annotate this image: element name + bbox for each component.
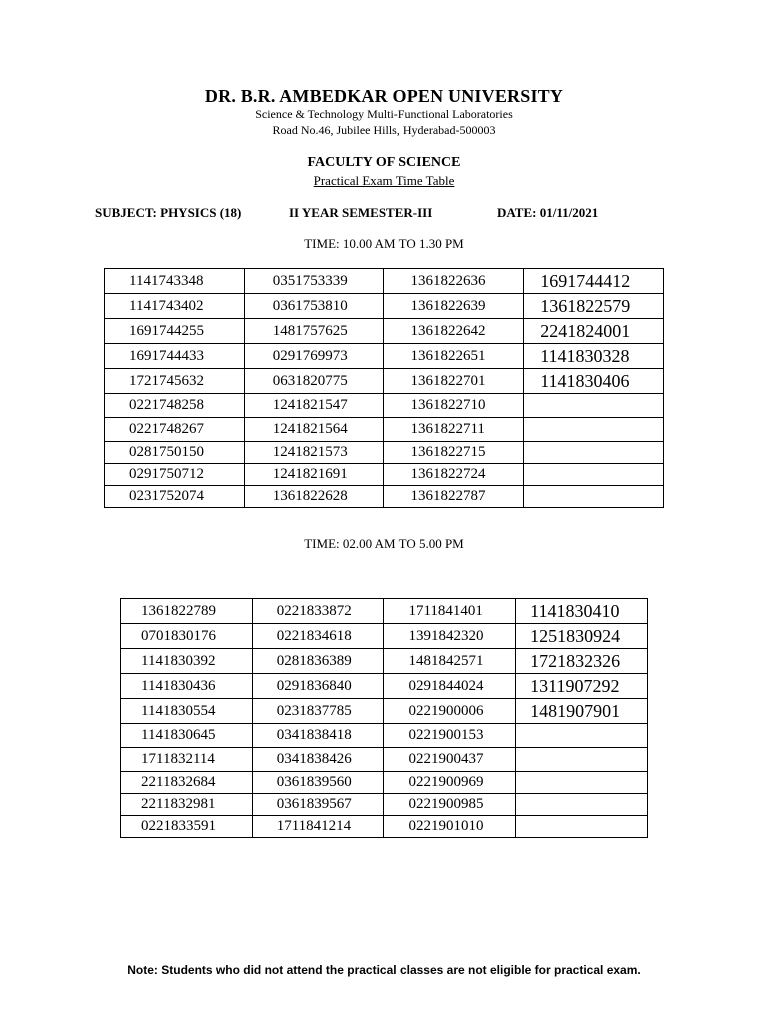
hall-ticket-number: 2211832684 bbox=[121, 772, 253, 794]
hall-ticket-number: 0281750150 bbox=[105, 442, 245, 464]
table-row bbox=[105, 369, 664, 394]
hall-ticket-number: 1711841214 bbox=[252, 816, 384, 838]
hall-ticket-number: 2241824001 bbox=[524, 319, 664, 344]
hall-ticket-number: 1361822711 bbox=[384, 418, 524, 442]
table-row bbox=[105, 418, 664, 442]
hall-ticket-number: 0701830176 bbox=[121, 624, 253, 649]
hall-ticket-number: 0221901010 bbox=[384, 816, 516, 838]
hall-ticket-number: 1361822639 bbox=[384, 294, 524, 319]
hall-ticket-number: 1241821547 bbox=[244, 394, 384, 418]
lab-name: Science & Technology Multi-Functional Laboratories bbox=[255, 107, 513, 121]
hall-ticket-number: 0221833872 bbox=[252, 599, 384, 624]
hall-ticket-number: 1141830645 bbox=[121, 724, 253, 748]
address: Road No.46, Jubilee Hills, Hyderabad-500003 bbox=[272, 123, 496, 137]
hall-ticket-number: 1481757625 bbox=[244, 319, 384, 344]
hall-ticket-number: 1361822636 bbox=[384, 269, 524, 294]
hall-ticket-number: 0341838418 bbox=[252, 724, 384, 748]
table-row bbox=[121, 599, 648, 624]
hall-ticket-number: 0281836389 bbox=[252, 649, 384, 674]
hall-ticket-number: 1691744433 bbox=[105, 344, 245, 369]
hall-ticket-number: 0221834618 bbox=[252, 624, 384, 649]
hall-ticket-number: 0221900153 bbox=[384, 724, 516, 748]
session-2-time: TIME: 02.00 AM TO 5.00 PM bbox=[304, 536, 464, 551]
table-row bbox=[121, 724, 648, 748]
hall-ticket-number: 0631820775 bbox=[244, 369, 384, 394]
hall-ticket-number: 0221748267 bbox=[105, 418, 245, 442]
hall-ticket-number: 0221900437 bbox=[384, 748, 516, 772]
hall-ticket-number: 1141830410 bbox=[516, 599, 648, 624]
session-1-time: TIME: 10.00 AM TO 1.30 PM bbox=[304, 236, 464, 251]
hall-ticket-number: 0291769973 bbox=[244, 344, 384, 369]
timetable-subtitle bbox=[0, 173, 768, 189]
faculty-title: FACULTY OF SCIENCE bbox=[307, 155, 461, 170]
hall-ticket-number: 0341838426 bbox=[252, 748, 384, 772]
hall-ticket-number: 0231752074 bbox=[105, 486, 245, 508]
hall-ticket-number: 1691744412 bbox=[524, 269, 664, 294]
hall-ticket-number: 1481842571 bbox=[384, 649, 516, 674]
year-semester-label: II YEAR SEMESTER-III bbox=[289, 205, 433, 220]
hall-ticket-number: 0361839560 bbox=[252, 772, 384, 794]
table-row bbox=[121, 699, 648, 724]
hall-ticket-number bbox=[516, 748, 648, 772]
table-row bbox=[121, 674, 648, 699]
hall-ticket-number: 0221748258 bbox=[105, 394, 245, 418]
hall-ticket-number bbox=[524, 442, 664, 464]
eligibility-note: Note: Students who did not attend the practical classes are not eligible for practical exam. bbox=[127, 963, 641, 977]
hall-ticket-number: 1141830554 bbox=[121, 699, 253, 724]
table-row bbox=[121, 794, 648, 816]
table-row bbox=[105, 486, 664, 508]
hall-ticket-number: 1141830406 bbox=[524, 369, 664, 394]
hall-ticket-number: 0221900006 bbox=[384, 699, 516, 724]
subject-label: SUBJECT: PHYSICS (18) bbox=[95, 205, 242, 220]
timetable-subtitle-text: Practical Exam Time Table bbox=[313, 173, 455, 188]
hall-ticket-number: 0231837785 bbox=[252, 699, 384, 724]
hall-ticket-number: 0221833591 bbox=[121, 816, 253, 838]
hall-ticket-number bbox=[516, 772, 648, 794]
hall-ticket-number: 0361753810 bbox=[244, 294, 384, 319]
hall-ticket-number: 1691744255 bbox=[105, 319, 245, 344]
hall-ticket-number: 1361822701 bbox=[384, 369, 524, 394]
university-name: DR. B.R. AMBEDKAR OPEN UNIVERSITY bbox=[204, 86, 564, 106]
hall-ticket-number: 1481907901 bbox=[516, 699, 648, 724]
hall-ticket-number bbox=[524, 394, 664, 418]
hall-ticket-number: 1361822579 bbox=[524, 294, 664, 319]
table-row bbox=[121, 816, 648, 838]
hall-ticket-number: 1141830392 bbox=[121, 649, 253, 674]
hall-ticket-number: 1721832326 bbox=[516, 649, 648, 674]
hall-ticket-number: 1361822715 bbox=[384, 442, 524, 464]
hall-ticket-number: 0221900969 bbox=[384, 772, 516, 794]
hall-ticket-number: 1391842320 bbox=[384, 624, 516, 649]
table-row bbox=[105, 319, 664, 344]
hall-ticket-number: 1141743348 bbox=[105, 269, 245, 294]
hall-ticket-number: 0291750712 bbox=[105, 464, 245, 486]
hall-ticket-number: 1361822789 bbox=[121, 599, 253, 624]
hall-ticket-number bbox=[524, 464, 664, 486]
hall-ticket-number: 0351753339 bbox=[244, 269, 384, 294]
hall-ticket-number: 1251830924 bbox=[516, 624, 648, 649]
hall-ticket-number: 1241821564 bbox=[244, 418, 384, 442]
hall-ticket-number: 1361822628 bbox=[244, 486, 384, 508]
hall-ticket-number: 1241821573 bbox=[244, 442, 384, 464]
table-row bbox=[105, 269, 664, 294]
hall-ticket-number: 0361839567 bbox=[252, 794, 384, 816]
hall-ticket-number: 0291844024 bbox=[384, 674, 516, 699]
table-row bbox=[105, 464, 664, 486]
hall-ticket-number: 1241821691 bbox=[244, 464, 384, 486]
table-row bbox=[105, 442, 664, 464]
hall-ticket-number: 1711841401 bbox=[384, 599, 516, 624]
table-row bbox=[121, 649, 648, 674]
hall-ticket-number: 1361822642 bbox=[384, 319, 524, 344]
hall-ticket-number: 1141830436 bbox=[121, 674, 253, 699]
table-row bbox=[121, 624, 648, 649]
session-2-table bbox=[120, 598, 648, 838]
hall-ticket-number: 0291836840 bbox=[252, 674, 384, 699]
hall-ticket-number: 1141830328 bbox=[524, 344, 664, 369]
hall-ticket-number: 1361822724 bbox=[384, 464, 524, 486]
table-row bbox=[121, 772, 648, 794]
hall-ticket-number bbox=[516, 794, 648, 816]
hall-ticket-number: 1361822651 bbox=[384, 344, 524, 369]
hall-ticket-number: 1141743402 bbox=[105, 294, 245, 319]
hall-ticket-number bbox=[524, 418, 664, 442]
hall-ticket-number bbox=[524, 486, 664, 508]
hall-ticket-number: 1721745632 bbox=[105, 369, 245, 394]
exam-date-label: DATE: 01/11/2021 bbox=[497, 205, 599, 220]
hall-ticket-number: 1361822787 bbox=[384, 486, 524, 508]
table-row bbox=[121, 748, 648, 772]
table-row bbox=[105, 344, 664, 369]
table-row bbox=[105, 394, 664, 418]
session-1-table bbox=[104, 268, 664, 508]
hall-ticket-number: 1361822710 bbox=[384, 394, 524, 418]
hall-ticket-number bbox=[516, 724, 648, 748]
hall-ticket-number: 2211832981 bbox=[121, 794, 253, 816]
table-row bbox=[105, 294, 664, 319]
hall-ticket-number: 0221900985 bbox=[384, 794, 516, 816]
hall-ticket-number: 1311907292 bbox=[516, 674, 648, 699]
hall-ticket-number bbox=[516, 816, 648, 838]
hall-ticket-number: 1711832114 bbox=[121, 748, 253, 772]
